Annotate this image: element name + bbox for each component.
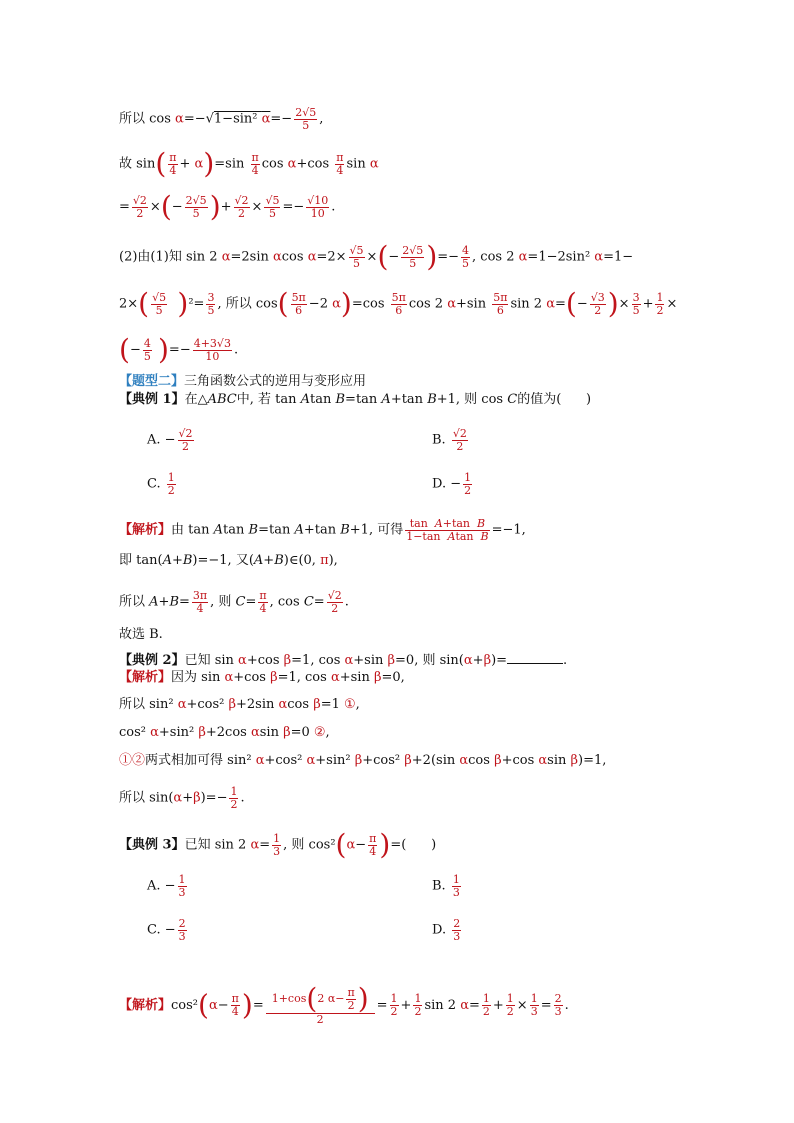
answer-blank[interactable] [507,651,563,664]
example-2-solution-4: ①②两式相加可得 sin² α+cos² α+sin² β+cos² β+2(sin αcos β+cos αsin β)=1, [119,753,607,768]
example-2-solution-3: cos² α+sin² β+2cos αsin β=0 ②, [119,725,330,740]
example-2-label: 【典例 2】 [119,653,185,668]
example-1-label: 【典例 1】 [119,392,185,407]
example-2-question: 【典例 2】已知 sin α+cos β=1, cos α+sin β=0, 则 sin(α+β)= . [119,653,568,668]
example-1-solution-1: 【解析】由 tan Atan B=tan A+tan B+1, 可得 $\frac{\text{tan A+tan B}}{\text{1−tan Atan B}}$ =−1, [119,517,526,543]
example-3-option-c[interactable]: C. − $\frac{2}{3}$ [147,917,186,943]
example-1-solution-3: 所以 A+B= $\frac{3\pi}{4}$ , 则 C= $\frac{\pi}{4}$ , cos C= $\frac{√2}{2}$ . [119,589,349,615]
example-3-solution-1: 【解析】cos²(α− $\frac{\pi}{4}$ )= 1+cos(2 α− $\frac{\pi}{2}$ ) 2 = $\frac{1}{2}$ + $\frac{1}{2}$ sin 2 α= $\frac{1}{2}$ + $\frac{1}{2}$ × $\frac{1}{3}$ = $\frac{2}{3}$ . [119,982,569,1026]
line-part2: (2)由(1)知 sin 2 α=2sin αcos α=2× $\frac{√5}{5}$ ×(− $\frac{2√5}{5}$ )=− $\frac{4}{5}$ , cos 2 α=1−2sin² α=1− [119,240,634,273]
example-1-solution-2: 即 tan(A+B)=−1, 又(A+B)∈(0, π), [119,553,338,568]
example-2-solution-5: 所以 sin(α+β)=− $\frac{1}{2}$ . [119,785,245,811]
example-3-solution-label: 【解析】 [119,997,172,1013]
example-1-solution-4: 故选 B. [119,627,163,642]
line-part2-end: (− $\frac{4}{5}$ )=− $\frac{4+3√3}{10}$ . [119,333,239,366]
example-1-option-c[interactable]: C. $\frac{1}{2}$ [147,471,175,497]
section-tag: 【题型二】 [119,374,185,389]
section-title: 三角函数公式的逆用与变形应用 [184,374,367,389]
example-3-option-b[interactable]: B. $\frac{1}{3}$ [432,873,460,899]
section-heading [119,373,366,391]
example-2-solution-2: 所以 sin² α+cos² β+2sin αcos β=1 ①, [119,697,360,712]
example-3-label: 【典例 3】 [119,837,185,853]
example-1-option-a[interactable]: A. − $\frac{√2}{2}$ [147,427,193,453]
line-cos-alpha: 所以 cos α=−√1−sin² α=− $\frac{2√5}{5}$ , [119,106,324,132]
example-3-option-a[interactable]: A. − $\frac{1}{3}$ [147,873,186,899]
line-result: = $\frac{√2}{2}$ ×(− $\frac{2√5}{5}$ )+ $\frac{√2}{2}$ × $\frac{√5}{5}$ =− $\frac{√10}{10}$ . [119,190,336,223]
example-3-question: 【典例 3】已知 sin 2 α= $\frac{1}{3}$ , 则 cos²(α− $\frac{\pi}{4}$ )=( ) [119,828,437,861]
line-sin-sum: 故 sin( $\frac{\pi}{4}$ + α)=sin $\frac{\pi}{4}$ cos α+cos $\frac{\pi}{4}$ sin α [119,147,379,180]
example-1-question: 【典例 1】在△ABC中, 若 tan Atan B=tan A+tan B+1, 则 cos C的值为( ) [119,392,592,407]
line-part2-cont: 2×( $\frac{√5}{5}$ )²= $\frac{3}{5}$ , 所以 cos( $\frac{5\pi}{6}$ −2 α)=cos $\frac{5\pi}{6}$ cos 2 α+sin $\frac{5\pi}{6}$ sin 2 α=(− $\frac{√3}{2}$ )× $\frac{3}{5}$ + $\frac{1}{2}$ × [119,287,678,320]
example-1-option-b[interactable]: B. $\frac{√2}{2}$ [432,427,467,453]
example-1-option-d[interactable]: D. − $\frac{1}{2}$ [432,471,472,497]
example-2-solution-1: 【解析】因为 sin α+cos β=1, cos α+sin β=0, [119,670,405,685]
example-2-solution-label: 【解析】 [119,670,172,685]
example-1-solution-label: 【解析】 [119,522,172,538]
example-3-option-d[interactable]: D. $\frac{2}{3}$ [432,917,461,943]
